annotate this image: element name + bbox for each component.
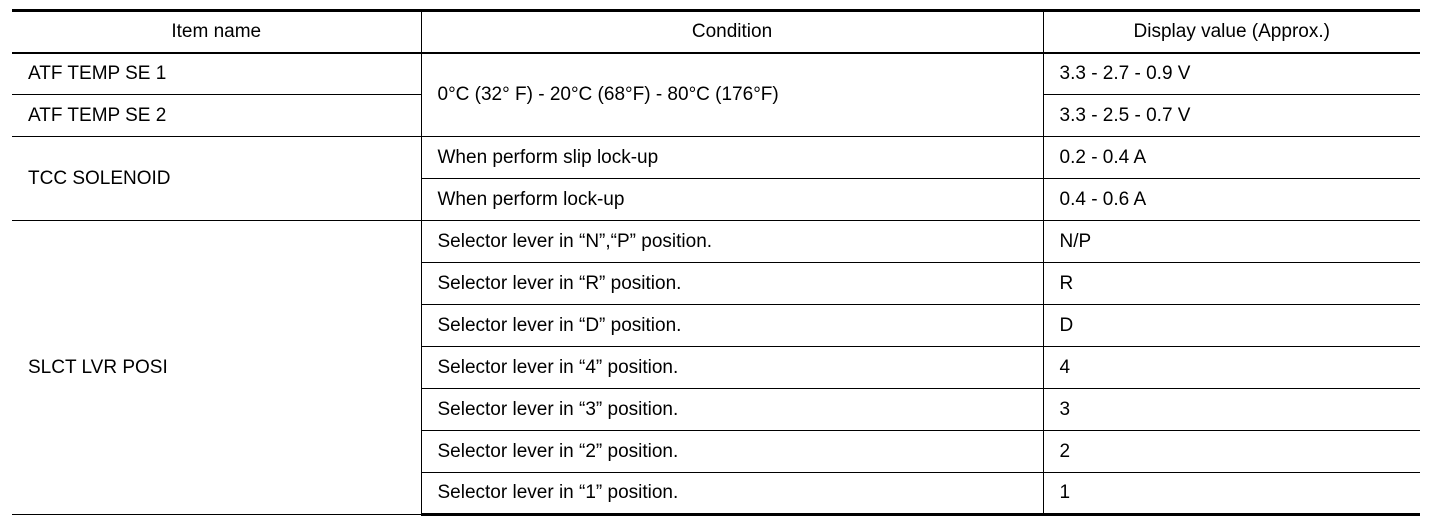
table-row [12,137,1420,179]
header-row [12,11,1420,53]
condition-cell: Selector lever in “1” position. [421,473,1043,515]
condition-cell: Selector lever in “R” position. [421,263,1043,305]
value-cell: 0.2 - 0.4 A [1043,137,1420,179]
value-atf-temp-se-1: 3.3 - 2.7 - 0.9 V [1043,53,1420,95]
value-cell: 3 [1043,389,1420,431]
item-tcc-solenoid: TCC SOLENOID [12,137,421,221]
header-display-value: Display value (Approx.) [1043,11,1420,53]
value-cell: N/P [1043,221,1420,263]
value-cell: 2 [1043,431,1420,473]
table-row [12,221,1420,263]
value-cell: 4 [1043,347,1420,389]
condition-cell: Selector lever in “N”,“P” position. [421,221,1043,263]
value-cell: 1 [1043,473,1420,515]
condition-cell: When perform slip lock-up [421,137,1043,179]
header-condition: Condition [421,11,1043,53]
condition-atf-temp: 0°C (32° F) - 20°C (68°F) - 80°C (176°F) [421,53,1043,137]
item-atf-temp-se-2: ATF TEMP SE 2 [12,95,421,137]
value-atf-temp-se-2: 3.3 - 2.5 - 0.7 V [1043,95,1420,137]
condition-cell: When perform lock-up [421,179,1043,221]
table-row [12,53,1420,95]
display-value-table [12,9,1420,516]
condition-cell: Selector lever in “2” position. [421,431,1043,473]
condition-cell: Selector lever in “4” position. [421,347,1043,389]
value-cell: D [1043,305,1420,347]
condition-cell: Selector lever in “3” position. [421,389,1043,431]
item-slct-lvr-posi: SLCT LVR POSI [12,221,421,515]
value-cell: R [1043,263,1420,305]
item-atf-temp-se-1: ATF TEMP SE 1 [12,53,421,95]
header-item-name: Item name [12,11,421,53]
condition-cell: Selector lever in “D” position. [421,305,1043,347]
value-cell: 0.4 - 0.6 A [1043,179,1420,221]
spec-table-container [12,9,1420,516]
